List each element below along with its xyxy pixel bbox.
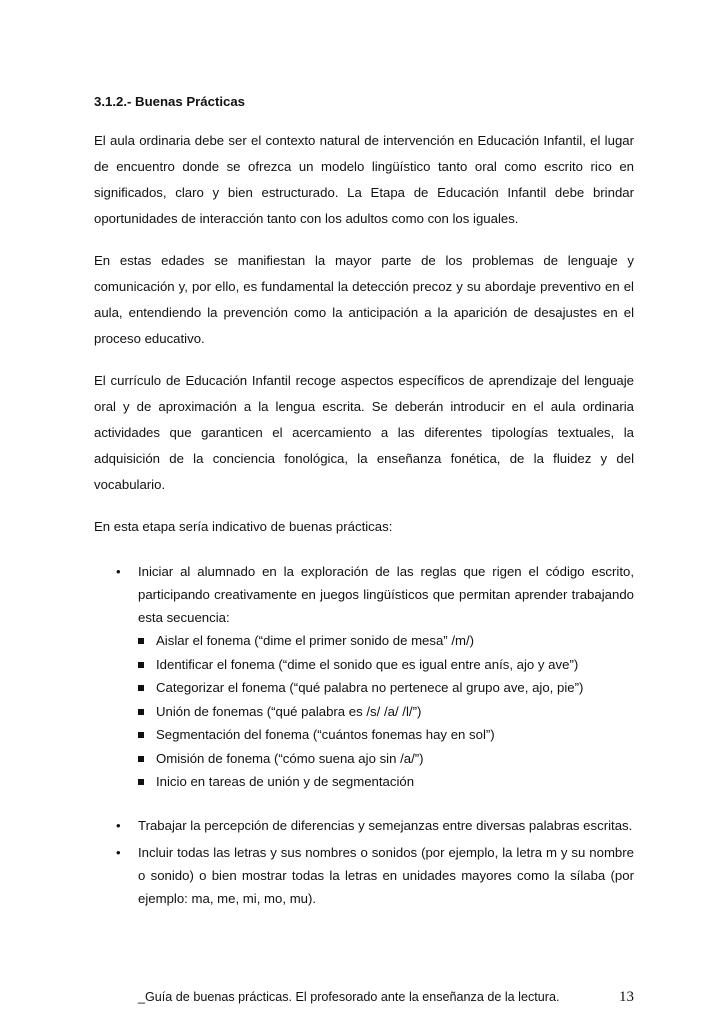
bullet-list [94,560,634,910]
sub-list-item-text: Inicio en tareas de unión y de segmentación [156,774,415,789]
list-item [94,814,634,837]
list-item-text: Trabajar la percepción de diferencias y semejanzas entre diversas palabras escritas. [138,817,633,833]
page-number: 13 [619,989,634,1005]
square-bullet-icon [138,779,144,785]
footer-text: _Guía de buenas prácticas. El profesorado ante la enseñanza de la lectura. [138,990,560,1004]
page-footer [138,987,634,1007]
square-bullet-icon [138,709,144,715]
page-content [94,92,634,914]
list-item-text: Incluir todas las letras y sus nombres o sonidos (por ejemplo, la letra m y su nombre o sonido) o bien mostrar todas la letras en unidades mayores como la sílaba (por ejemplo: ma, me, mi, mo, mu). [138,844,634,906]
list-item-text: Iniciar al alumnado en la exploración de las reglas que rigen el código escrito, participando creativamente en juegos lingüísticos que permitan aprender trabajando esta secuencia: [138,564,634,625]
sub-list-item [138,676,634,700]
sub-list-item [138,723,634,747]
sub-list-item-text: Unión de fonemas (“qué palabra es /s/ /a/ /l/”) [156,703,422,719]
sub-list-item [138,629,634,653]
paragraph: En esta etapa sería indicativo de buenas prácticas: [94,519,393,534]
section-heading: 3.1.2.- Buenas Prácticas [94,94,246,109]
sub-list [138,629,634,794]
list-item [94,560,634,794]
square-bullet-icon [138,662,144,668]
bullet-icon: • [116,844,121,860]
sub-list-item-text: Aislar el fonema (“dime el primer sonido de mesa” /m/) [156,633,475,648]
list-item [94,841,634,910]
paragraph: El currículo de Educación Infantil recoge aspectos específicos de aprendizaje del lenguaje oral y de aproximación a la lengua escrita. Se deberán introducir en el aula ordinaria actividades que garanticen el acercamiento a las diferentes tipologías textuales, la adquisición de la conciencia fonológica, la enseñanza fonética, de la fluidez y del vocabulario. [94,373,634,492]
square-bullet-icon [138,732,144,738]
sub-list-item [138,747,634,771]
bullet-icon: • [116,817,121,833]
square-bullet-icon [138,685,144,691]
sub-list-item [138,653,634,677]
sub-list-item [138,770,634,794]
paragraph: El aula ordinaria debe ser el contexto natural de intervención en Educación Infantil, el lugar de encuentro donde se ofrezca un modelo lingüístico tanto oral como escrito rico en significados, claro y bien estructurado. La Etapa de Educación Infantil debe brindar oportunidades de interacción tanto con los adultos como con los iguales. [94,133,634,226]
sub-list-item-text: Categorizar el fonema (“qué palabra no pertenece al grupo ave, ajo, pie”) [156,680,584,695]
sub-list-item-text: Identificar el fonema (“dime el sonido que es igual entre anís, ajo y ave”) [156,656,579,672]
bullet-icon: • [116,564,121,579]
sub-list-item [138,700,634,724]
sub-list-item-text: Segmentación del fonema (“cuántos fonemas hay en sol”) [156,727,495,742]
paragraph: En estas edades se manifiestan la mayor parte de los problemas de lenguaje y comunicación y, por ello, es fundamental la detección precoz y su abordaje preventivo en el aula, entendiendo la prevención como la anticipación a la aparición de desajustes en el proceso educativo. [94,253,634,346]
square-bullet-icon [138,756,144,762]
sub-list-item-text: Omisión de fonema (“cómo suena ajo sin /a/”) [156,750,424,766]
square-bullet-icon [138,638,144,644]
